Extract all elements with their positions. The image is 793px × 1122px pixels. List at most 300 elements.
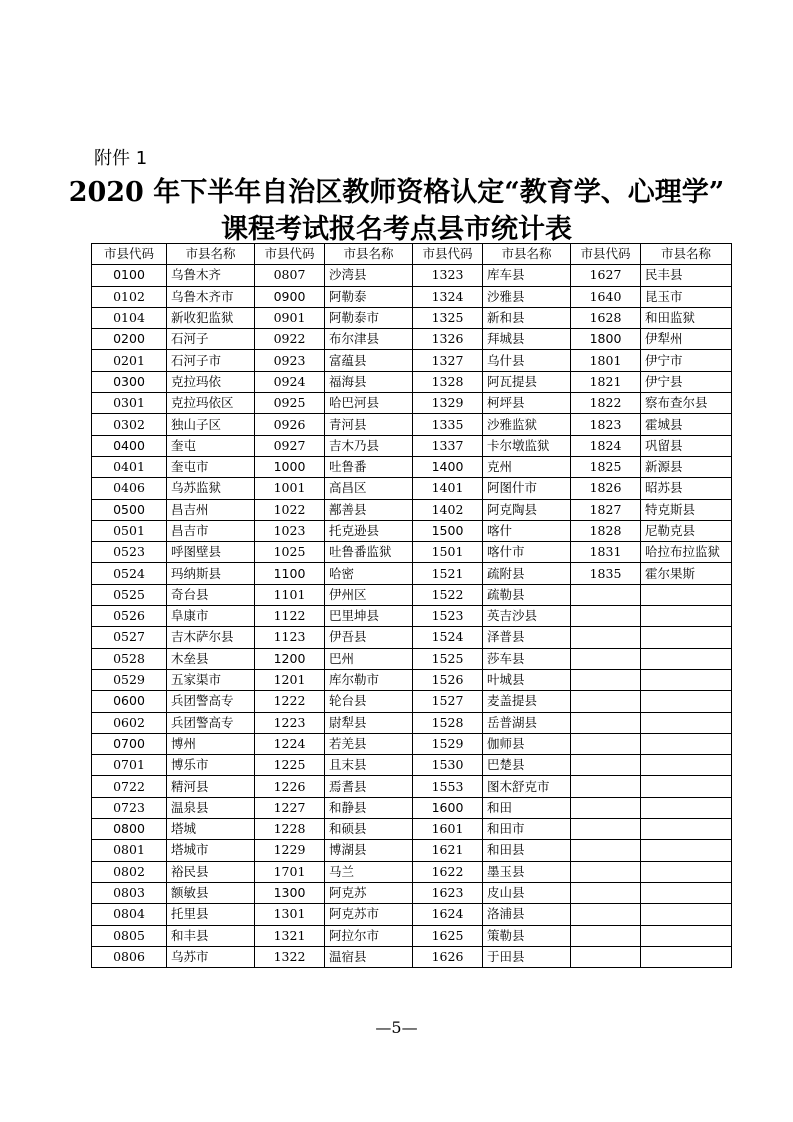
- county-code-cell: 0524: [92, 563, 167, 584]
- table-row: [92, 669, 732, 690]
- county-code-cell: 1225: [255, 755, 325, 776]
- county-code-cell: 0806: [92, 946, 167, 967]
- county-name-cell: 额敏县: [167, 882, 255, 903]
- county-name-cell: 阿克苏市: [325, 904, 413, 925]
- document-title-line2: 课程考试报名考点县市统计表: [221, 214, 572, 245]
- county-name-cell: 克州: [483, 456, 571, 477]
- table-row: [92, 265, 732, 286]
- county-code-cell: 1500: [413, 520, 483, 541]
- county-code-cell: 1701: [255, 861, 325, 882]
- county-code-cell: 1401: [413, 478, 483, 499]
- table-row: [92, 946, 732, 967]
- county-name-cell: 和硕县: [325, 819, 413, 840]
- county-code-cell: 1228: [255, 819, 325, 840]
- county-code-cell: 0523: [92, 542, 167, 563]
- county-name-cell: [641, 819, 732, 840]
- county-code-cell: 1528: [413, 712, 483, 733]
- county-name-cell: [641, 733, 732, 754]
- county-code-cell: [571, 882, 641, 903]
- county-code-cell: [571, 691, 641, 712]
- county-code-cell: 1001: [255, 478, 325, 499]
- county-name-cell: 乌什县: [483, 350, 571, 371]
- county-name-cell: 霍城县: [641, 414, 732, 435]
- county-code-cell: 0923: [255, 350, 325, 371]
- document-title-line1: 2020 年下半年自治区教师资格认定“教育学、心理学”: [68, 177, 725, 208]
- county-code-cell: 1322: [255, 946, 325, 967]
- page-number: —5—: [375, 1018, 418, 1037]
- county-code-cell: 0525: [92, 584, 167, 605]
- county-code-cell: 0924: [255, 371, 325, 392]
- county-name-cell: 伊吾县: [325, 627, 413, 648]
- county-name-cell: 马兰: [325, 861, 413, 882]
- county-code-cell: 0926: [255, 414, 325, 435]
- county-name-cell: 木垒县: [167, 648, 255, 669]
- county-name-cell: 塔城市: [167, 840, 255, 861]
- county-code-cell: 1526: [413, 669, 483, 690]
- county-name-cell: 阿克陶县: [483, 499, 571, 520]
- county-code-cell: 1400: [413, 456, 483, 477]
- county-name-cell: 裕民县: [167, 861, 255, 882]
- table-header: [92, 244, 732, 265]
- county-name-cell: 独山子区: [167, 414, 255, 435]
- county-name-cell: 昌吉市: [167, 520, 255, 541]
- county-name-cell: 叶城县: [483, 669, 571, 690]
- county-name-cell: 图木舒克市: [483, 776, 571, 797]
- county-name-cell: 昆玉市: [641, 286, 732, 307]
- county-name-cell: [641, 861, 732, 882]
- header-name: 市县名称: [167, 244, 255, 265]
- table-row: [92, 755, 732, 776]
- county-code-cell: [571, 648, 641, 669]
- county-code-cell: 0100: [92, 265, 167, 286]
- county-code-cell: 0501: [92, 520, 167, 541]
- county-code-cell: 1624: [413, 904, 483, 925]
- county-code-cell: 1822: [571, 393, 641, 414]
- county-code-cell: 0602: [92, 712, 167, 733]
- table-row: [92, 478, 732, 499]
- county-code-cell: 1227: [255, 797, 325, 818]
- county-name-cell: 卡尔墩监狱: [483, 435, 571, 456]
- county-name-cell: 呼图壁县: [167, 542, 255, 563]
- county-code-cell: 1524: [413, 627, 483, 648]
- county-name-cell: 托里县: [167, 904, 255, 925]
- county-name-cell: [641, 712, 732, 733]
- county-name-cell: 莎车县: [483, 648, 571, 669]
- county-name-cell: 策勒县: [483, 925, 571, 946]
- county-code-cell: 1553: [413, 776, 483, 797]
- county-code-cell: 1821: [571, 371, 641, 392]
- county-code-cell: 1823: [571, 414, 641, 435]
- county-code-cell: 1337: [413, 435, 483, 456]
- county-code-cell: [571, 712, 641, 733]
- county-name-cell: 新源县: [641, 456, 732, 477]
- county-name-cell: 且末县: [325, 755, 413, 776]
- county-code-cell: 1627: [571, 265, 641, 286]
- county-code-cell: 1825: [571, 456, 641, 477]
- county-code-cell: [571, 904, 641, 925]
- county-code-cell: 0400: [92, 435, 167, 456]
- county-code-cell: 1324: [413, 286, 483, 307]
- county-code-cell: 0927: [255, 435, 325, 456]
- county-name-cell: 阿瓦提县: [483, 371, 571, 392]
- county-code-cell: [571, 584, 641, 605]
- county-name-cell: 博州: [167, 733, 255, 754]
- county-name-cell: [641, 584, 732, 605]
- county-code-cell: [571, 946, 641, 967]
- county-name-cell: 焉耆县: [325, 776, 413, 797]
- county-name-cell: 五家渠市: [167, 669, 255, 690]
- county-code-cell: 0922: [255, 329, 325, 350]
- county-code-cell: 1530: [413, 755, 483, 776]
- table-row: [92, 606, 732, 627]
- county-name-cell: 托克逊县: [325, 520, 413, 541]
- county-code-cell: 1327: [413, 350, 483, 371]
- county-name-cell: 精河县: [167, 776, 255, 797]
- county-name-cell: [641, 606, 732, 627]
- header-name: 市县名称: [483, 244, 571, 265]
- county-code-cell: 1329: [413, 393, 483, 414]
- county-name-cell: 巴里坤县: [325, 606, 413, 627]
- county-name-cell: 阿图什市: [483, 478, 571, 499]
- county-code-cell: [571, 861, 641, 882]
- county-name-cell: 石河子市: [167, 350, 255, 371]
- county-code-cell: 0700: [92, 733, 167, 754]
- county-name-cell: 巩留县: [641, 435, 732, 456]
- county-code-cell: 1200: [255, 648, 325, 669]
- county-code-cell: 1328: [413, 371, 483, 392]
- header-code: 市县代码: [413, 244, 483, 265]
- county-code-cell: [571, 925, 641, 946]
- county-name-cell: 和田监狱: [641, 307, 732, 328]
- county-code-cell: 1222: [255, 691, 325, 712]
- header-code: 市县代码: [255, 244, 325, 265]
- table-row: [92, 840, 732, 861]
- county-name-cell: 乌苏监狱: [167, 478, 255, 499]
- county-code-cell: 1831: [571, 542, 641, 563]
- county-code-cell: 1522: [413, 584, 483, 605]
- county-code-cell: 0600: [92, 691, 167, 712]
- county-name-cell: 石河子: [167, 329, 255, 350]
- county-name-cell: 伊宁市: [641, 350, 732, 371]
- county-name-cell: 哈巴河县: [325, 393, 413, 414]
- county-code-cell: [571, 797, 641, 818]
- county-name-cell: 若羌县: [325, 733, 413, 754]
- county-code-cell: 1100: [255, 563, 325, 584]
- county-name-cell: 布尔津县: [325, 329, 413, 350]
- county-name-cell: 乌苏市: [167, 946, 255, 967]
- county-code-cell: 0528: [92, 648, 167, 669]
- county-code-cell: 0803: [92, 882, 167, 903]
- county-name-cell: 岳普湖县: [483, 712, 571, 733]
- county-code-cell: 0801: [92, 840, 167, 861]
- county-name-cell: 沙雅监狱: [483, 414, 571, 435]
- county-name-cell: 温宿县: [325, 946, 413, 967]
- county-code-cell: 0500: [92, 499, 167, 520]
- table-row: [92, 861, 732, 882]
- header-name: 市县名称: [325, 244, 413, 265]
- county-name-cell: 喀什市: [483, 542, 571, 563]
- county-name-cell: 洛浦县: [483, 904, 571, 925]
- table-row: [92, 797, 732, 818]
- county-code-cell: 1626: [413, 946, 483, 967]
- county-name-cell: [641, 882, 732, 903]
- county-name-cell: 博乐市: [167, 755, 255, 776]
- county-name-cell: [641, 627, 732, 648]
- county-name-cell: 喀什: [483, 520, 571, 541]
- county-code-cell: 1801: [571, 350, 641, 371]
- county-name-cell: 疏勒县: [483, 584, 571, 605]
- county-name-cell: 伊州区: [325, 584, 413, 605]
- table-row: [92, 499, 732, 520]
- table-row: [92, 393, 732, 414]
- county-name-cell: 吐鲁番: [325, 456, 413, 477]
- county-name-cell: [641, 904, 732, 925]
- county-name-cell: 奇台县: [167, 584, 255, 605]
- county-name-cell: 尼勒克县: [641, 520, 732, 541]
- county-name-cell: 昭苏县: [641, 478, 732, 499]
- table-row: [92, 584, 732, 605]
- county-name-cell: 温泉县: [167, 797, 255, 818]
- county-name-cell: 博湖县: [325, 840, 413, 861]
- county-code-cell: [571, 733, 641, 754]
- county-code-cell: 1022: [255, 499, 325, 520]
- county-code-cell: 1826: [571, 478, 641, 499]
- county-name-cell: 克拉玛依: [167, 371, 255, 392]
- county-name-cell: 沙湾县: [325, 265, 413, 286]
- county-name-cell: 察布查尔县: [641, 393, 732, 414]
- county-name-cell: 皮山县: [483, 882, 571, 903]
- county-name-cell: 乌鲁木齐: [167, 265, 255, 286]
- county-name-cell: 柯坪县: [483, 393, 571, 414]
- county-code-cell: 0800: [92, 819, 167, 840]
- county-code-cell: 0526: [92, 606, 167, 627]
- county-name-cell: [641, 925, 732, 946]
- county-name-cell: 新和县: [483, 307, 571, 328]
- table-row: [92, 329, 732, 350]
- county-code-cell: 1321: [255, 925, 325, 946]
- county-code-cell: 0104: [92, 307, 167, 328]
- county-name-cell: 兵团警高专: [167, 712, 255, 733]
- county-code-cell: 1601: [413, 819, 483, 840]
- county-name-cell: 麦盖提县: [483, 691, 571, 712]
- table-row: [92, 286, 732, 307]
- county-name-cell: 阿勒泰: [325, 286, 413, 307]
- county-name-cell: 和田市: [483, 819, 571, 840]
- county-name-cell: 和田: [483, 797, 571, 818]
- county-code-cell: 1623: [413, 882, 483, 903]
- county-name-cell: [641, 648, 732, 669]
- county-code-cell: 1529: [413, 733, 483, 754]
- county-name-cell: 库车县: [483, 265, 571, 286]
- county-name-cell: 霍尔果斯: [641, 563, 732, 584]
- county-name-cell: 阿拉尔市: [325, 925, 413, 946]
- county-code-cell: 0804: [92, 904, 167, 925]
- county-code-cell: 1640: [571, 286, 641, 307]
- county-name-cell: 巴楚县: [483, 755, 571, 776]
- county-code-cell: 1223: [255, 712, 325, 733]
- county-code-cell: [571, 627, 641, 648]
- county-code-cell: 1325: [413, 307, 483, 328]
- county-name-cell: 吉木萨尔县: [167, 627, 255, 648]
- county-name-cell: 鄯善县: [325, 499, 413, 520]
- county-code-cell: 1800: [571, 329, 641, 350]
- county-name-cell: 墨玉县: [483, 861, 571, 882]
- county-code-cell: 1224: [255, 733, 325, 754]
- table-row: [92, 691, 732, 712]
- county-code-cell: [571, 755, 641, 776]
- county-code-cell: 0302: [92, 414, 167, 435]
- county-name-cell: 兵团警高专: [167, 691, 255, 712]
- county-name-cell: 伊犁州: [641, 329, 732, 350]
- table-row: [92, 520, 732, 541]
- table-row: [92, 925, 732, 946]
- county-name-cell: 和静县: [325, 797, 413, 818]
- county-name-cell: 吉木乃县: [325, 435, 413, 456]
- county-name-cell: 特克斯县: [641, 499, 732, 520]
- table-row: [92, 819, 732, 840]
- county-name-cell: 泽普县: [483, 627, 571, 648]
- county-name-cell: 青河县: [325, 414, 413, 435]
- county-code-cell: 0200: [92, 329, 167, 350]
- county-name-cell: 轮台县: [325, 691, 413, 712]
- table-row: [92, 904, 732, 925]
- table-row: [92, 435, 732, 456]
- county-name-cell: [641, 840, 732, 861]
- county-code-cell: [571, 606, 641, 627]
- header-row: [92, 244, 732, 265]
- county-code-cell: 1122: [255, 606, 325, 627]
- table-row: [92, 627, 732, 648]
- county-name-cell: 阿勒泰市: [325, 307, 413, 328]
- table-row: [92, 712, 732, 733]
- table-row: [92, 776, 732, 797]
- county-name-cell: [641, 669, 732, 690]
- county-code-cell: 1101: [255, 584, 325, 605]
- table-row: [92, 350, 732, 371]
- county-code-cell: 1621: [413, 840, 483, 861]
- county-code-cell: 1000: [255, 456, 325, 477]
- table-row: [92, 882, 732, 903]
- county-code-cell: 1501: [413, 542, 483, 563]
- county-code-cell: 0807: [255, 265, 325, 286]
- county-name-cell: 库尔勒市: [325, 669, 413, 690]
- county-name-cell: 阿克苏: [325, 882, 413, 903]
- county-code-cell: 1335: [413, 414, 483, 435]
- county-name-cell: 奎屯市: [167, 456, 255, 477]
- county-name-cell: 新收犯监狱: [167, 307, 255, 328]
- county-code-cell: 0301: [92, 393, 167, 414]
- county-code-cell: 1023: [255, 520, 325, 541]
- county-code-cell: 0300: [92, 371, 167, 392]
- county-code-cell: 0527: [92, 627, 167, 648]
- county-name-cell: 于田县: [483, 946, 571, 967]
- county-code-cell: 1527: [413, 691, 483, 712]
- county-code-cell: 0529: [92, 669, 167, 690]
- county-code-cell: 0102: [92, 286, 167, 307]
- county-name-cell: 哈密: [325, 563, 413, 584]
- county-code-cell: 0805: [92, 925, 167, 946]
- county-code-cell: 1521: [413, 563, 483, 584]
- county-code-cell: 1323: [413, 265, 483, 286]
- county-code-cell: 1828: [571, 520, 641, 541]
- county-code-cell: 1523: [413, 606, 483, 627]
- county-name-cell: 伽师县: [483, 733, 571, 754]
- county-name-cell: 英吉沙县: [483, 606, 571, 627]
- county-code-cell: 1226: [255, 776, 325, 797]
- county-name-cell: 阜康市: [167, 606, 255, 627]
- county-name-cell: [641, 946, 732, 967]
- county-code-cell: 1628: [571, 307, 641, 328]
- county-name-cell: 哈拉布拉监狱: [641, 542, 732, 563]
- county-name-cell: 和田县: [483, 840, 571, 861]
- table-row: [92, 563, 732, 584]
- county-name-cell: 拜城县: [483, 329, 571, 350]
- county-code-cell: [571, 840, 641, 861]
- county-code-cell: 1824: [571, 435, 641, 456]
- county-code-cell: 1025: [255, 542, 325, 563]
- county-name-cell: 昌吉州: [167, 499, 255, 520]
- county-code-cell: [571, 776, 641, 797]
- county-code-cell: 1300: [255, 882, 325, 903]
- county-name-cell: [641, 776, 732, 797]
- county-code-cell: 1201: [255, 669, 325, 690]
- table-body: [92, 265, 732, 968]
- county-code-cell: [571, 669, 641, 690]
- county-code-table: [91, 243, 732, 968]
- county-name-cell: 沙雅县: [483, 286, 571, 307]
- county-code-cell: 1827: [571, 499, 641, 520]
- county-code-cell: 1835: [571, 563, 641, 584]
- county-code-cell: 0401: [92, 456, 167, 477]
- county-code-cell: 1625: [413, 925, 483, 946]
- table-row: [92, 371, 732, 392]
- county-code-cell: 0925: [255, 393, 325, 414]
- county-name-cell: [641, 797, 732, 818]
- attachment-label: 附件 1: [94, 148, 148, 169]
- county-name-cell: 玛纳斯县: [167, 563, 255, 584]
- table-row: [92, 414, 732, 435]
- county-code-cell: 1402: [413, 499, 483, 520]
- county-code-cell: 1525: [413, 648, 483, 669]
- header-code: 市县代码: [571, 244, 641, 265]
- county-name-cell: 富蕴县: [325, 350, 413, 371]
- county-name-cell: [641, 691, 732, 712]
- table-row: [92, 307, 732, 328]
- county-code-cell: 1123: [255, 627, 325, 648]
- county-code-cell: 1229: [255, 840, 325, 861]
- county-name-cell: [641, 755, 732, 776]
- county-name-cell: 民丰县: [641, 265, 732, 286]
- county-code-cell: 0723: [92, 797, 167, 818]
- county-name-cell: 福海县: [325, 371, 413, 392]
- county-name-cell: 巴州: [325, 648, 413, 669]
- county-code-cell: 0201: [92, 350, 167, 371]
- county-name-cell: 塔城: [167, 819, 255, 840]
- header-name: 市县名称: [641, 244, 732, 265]
- county-name-cell: 克拉玛依区: [167, 393, 255, 414]
- header-code: 市县代码: [92, 244, 167, 265]
- county-name-cell: 和丰县: [167, 925, 255, 946]
- county-code-cell: 1622: [413, 861, 483, 882]
- county-code-cell: 0406: [92, 478, 167, 499]
- county-name-cell: 尉犁县: [325, 712, 413, 733]
- table-row: [92, 648, 732, 669]
- county-code-cell: 0802: [92, 861, 167, 882]
- county-code-cell: 0901: [255, 307, 325, 328]
- county-code-cell: 0722: [92, 776, 167, 797]
- county-code-cell: 0701: [92, 755, 167, 776]
- county-code-cell: 1301: [255, 904, 325, 925]
